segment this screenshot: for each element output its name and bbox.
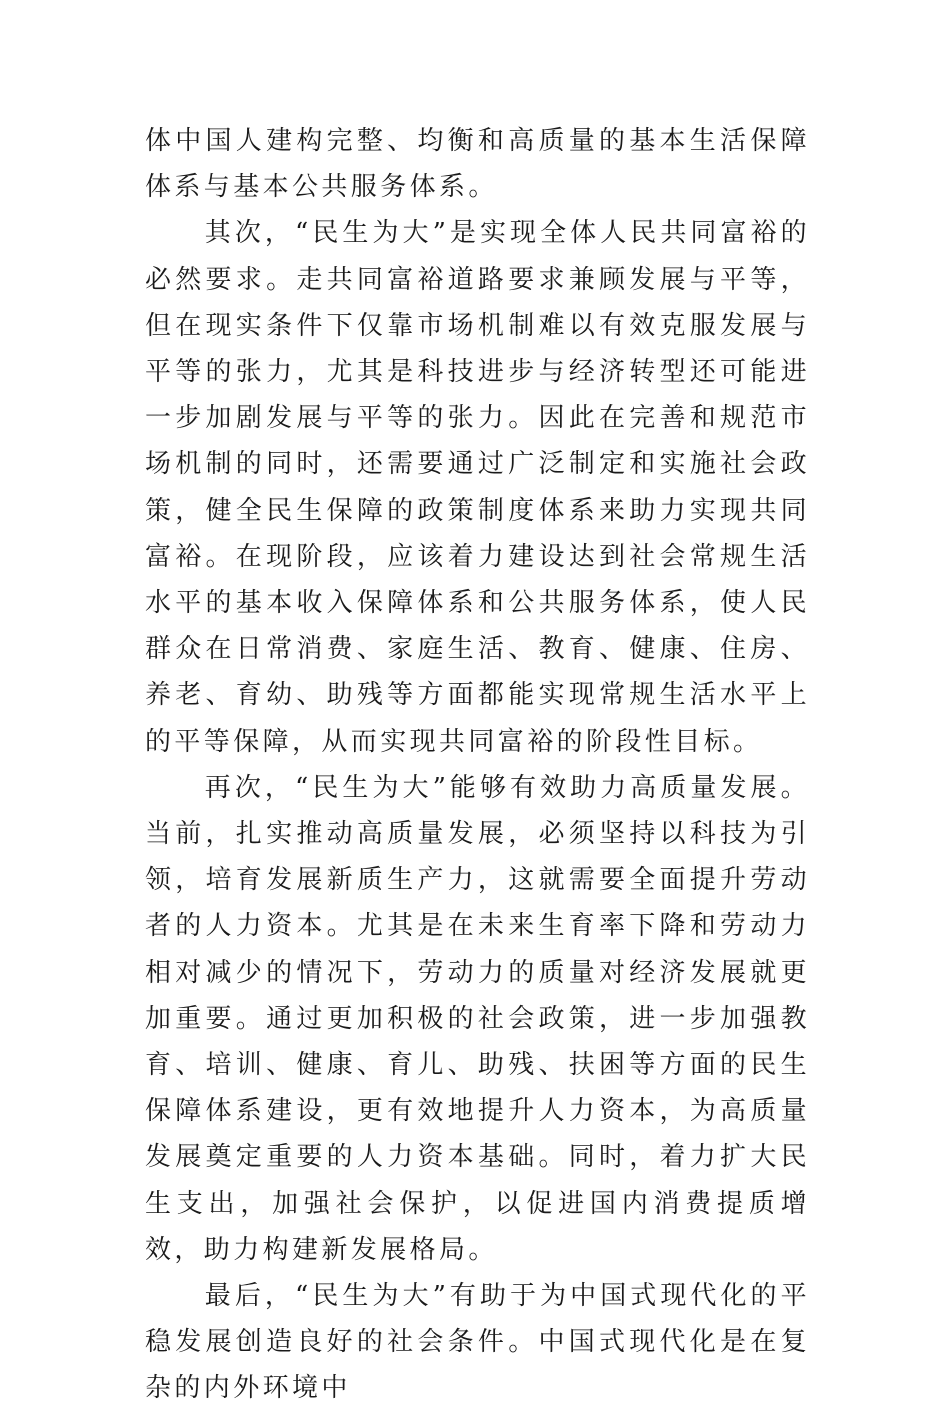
paragraph-third-point: 再次，“民生为大”能够有效助力高质量发展。当前，扎实推动高质量发展，必须坚持以科技为引领，培育发展新质生产力，这就需要全面提升劳动者的人力资本。尤其是在未来生育率下降和劳动力相对减少的情况下，劳动力的质量对经济发展就更加重要。通过更加积极的社会政策，进一步加强教育、培训、健康、育儿、助残、扶困等方面的民生保障体系建设，更有效地提升人力资本，为高质量发展奠定重要的人力资本基础。同时，着力扩大民生支出，加强社会保护，以促进国内消费提质增效，助力构建新发展格局。 xyxy=(145,772,810,1265)
paragraph-second-point: 其次，“民生为大”是实现全体人民共同富裕的必然要求。走共同富裕道路要求兼顾发展与平等，但在现实条件下仅靠市场机制难以有效克服发展与平等的张力，尤其是科技进步与经济转型还可能进一步加剧发展与平等的张力。因此在完善和规范市场机制的同时，还需要通过广泛制定和实施社会政策，健全民生保障的政策制度体系来助力实现共同富裕。在现阶段，应该着力建设达到社会常规生活水平的基本收入保障体系和公共服务体系，使人民群众在日常消费、家庭生活、教育、健康、住房、养老、育幼、助残等方面都能实现常规生活水平上的平等保障，从而实现共同富裕的阶段性目标。 xyxy=(145,218,810,757)
paragraph-continuation: 体中国人建构完整、均衡和高质量的基本生活保障体系与基本公共服务体系。 xyxy=(145,126,810,203)
body-text xyxy=(145,118,810,1412)
paragraph-final-point: 最后，“民生为大”有助于为中国式现代化的平稳发展创造良好的社会条件。中国式现代化是在复杂的内外环境中 xyxy=(145,1281,810,1404)
